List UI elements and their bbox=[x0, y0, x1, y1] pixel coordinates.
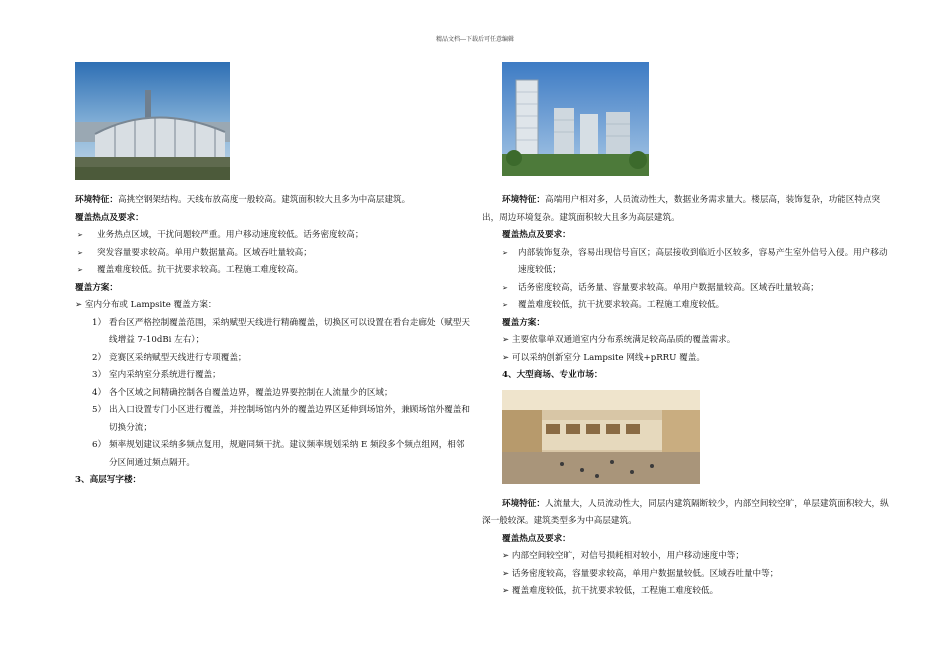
section-3-heading: 3、高层写字楼： bbox=[75, 475, 142, 485]
left-cover-item: ➢ 业务热点区域，干扰问题较严重。用户移动速度较低。话务密度较高； bbox=[75, 227, 470, 245]
plan-step: 3） 室内采纳室分系统进行覆盖； bbox=[92, 370, 221, 380]
right-plan-title: 覆盖方案： bbox=[502, 317, 545, 328]
left-env-text: 高挑空钢架结构。天线布放高度一般较高。建筑面积较大且多为中高层建筑。 bbox=[117, 195, 411, 205]
plan-step: 2） 竞赛区采纳赋型天线进行专项覆盖； bbox=[92, 352, 247, 363]
left-env-label: 环境特征： bbox=[75, 195, 118, 205]
section-4-heading: 4、大型商场、专业市场： bbox=[502, 370, 603, 380]
right-plan-item: ➢ 可以采纳创新室分 Lampsite 网线+pRRU 覆盖。 bbox=[502, 352, 705, 363]
right-cover-item: ➢ 覆盖难度较低，抗干扰要求较高。工程施工难度较低。 bbox=[482, 297, 892, 315]
right-plan-item: ➢ 主要依靠单双通道室内分布系统满足较高品质的覆盖需求。 bbox=[502, 335, 736, 345]
plan-step: 4） 各个区域之间精确控制各自覆盖边界，覆盖边界要控制在人流量少的区域； bbox=[92, 387, 393, 398]
plan-step: 6） 频率规划建议采纳多频点复用，规避同频干扰。建议频率规划采纳 E 频段多个频点组网，相邻分区间通过频点隔开。 bbox=[92, 440, 465, 468]
page-header: 精品文档---下载后可任意编辑 bbox=[435, 36, 515, 43]
left-plan-title: 覆盖方案： bbox=[75, 282, 118, 293]
arrow-marker-icon: ➢ bbox=[77, 266, 83, 274]
left-column bbox=[75, 192, 470, 490]
right-column bbox=[482, 192, 892, 601]
right-env2-line: 环境特征：人流量大，人员流动性大，同层内建筑隔断较少，内部空间较空旷，单层建筑面积较大，纵深一般较深。建筑类型多为中高层建筑。 bbox=[482, 498, 889, 526]
right-cover2-item: ➢ 覆盖难度较低，抗干扰要求较低，工程施工难度较低。 bbox=[502, 586, 719, 596]
plan-step: 5） 出入口设置专门小区进行覆盖，并控制场馆内外的覆盖边界区延伸到场馆外，兼顾场馆外覆盖和切换分流； bbox=[92, 405, 470, 433]
left-plan-intro: ➢ 室内分布或 Lampsite 覆盖方案： bbox=[75, 300, 217, 310]
left-cover-item: ➢ 突发容量要求较高。单用户数据量高。区域吞吐量较高； bbox=[75, 245, 470, 263]
plan-step: 1） 看台区严格控制覆盖范围，采纳赋型天线进行精确覆盖，切换区可以设置在看台走廊处（赋型天线增益 7-10dBi 左右）； bbox=[92, 317, 470, 345]
left-env-line bbox=[75, 192, 470, 210]
arrow-marker-icon: ➢ bbox=[502, 283, 508, 292]
arrow-marker-icon: ➢ bbox=[77, 248, 83, 257]
right-cover2-title: 覆盖热点及要求： bbox=[502, 533, 571, 544]
arrow-marker-icon: ➢ bbox=[502, 301, 508, 309]
left-cover-title: 覆盖热点及要求： bbox=[75, 212, 144, 223]
right-env-line: 环境特征：高端用户相对多，人员流动性大，数据业务需求量大。楼层高，装饰复杂，功能区特点突出，周边环境复杂。建筑面积较大且多为高层建筑。 bbox=[482, 195, 881, 223]
arrow-marker-icon: ➢ bbox=[502, 248, 508, 257]
right-cover-title: 覆盖热点及要求： bbox=[502, 230, 571, 240]
office-towers-photo bbox=[502, 62, 649, 176]
stadium-photo bbox=[75, 62, 230, 180]
right-cover-item: ➢ 内部装饰复杂，容易出现信号盲区；高层接收到临近小区较多，容易产生室外信号入侵。用户移动速度较低； bbox=[482, 245, 892, 280]
right-cover-item: ➢ 话务密度较高，话务量、容量要求较高。单用户数据量较高。区域吞吐量较高； bbox=[482, 280, 892, 298]
arrow-marker-icon: ➢ bbox=[77, 231, 83, 239]
image-spacer bbox=[482, 385, 892, 496]
left-cover-item: ➢ 覆盖难度较低。抗干扰要求较高。工程施工难度较高。 bbox=[75, 262, 470, 280]
right-cover2-item: ➢ 话务密度较高，容量要求较高，单用户数据量较低。区域吞吐量中等； bbox=[502, 568, 779, 579]
right-cover2-item: ➢ 内部空间较空旷，对信号损耗相对较小，用户移动速度中等； bbox=[502, 551, 744, 561]
